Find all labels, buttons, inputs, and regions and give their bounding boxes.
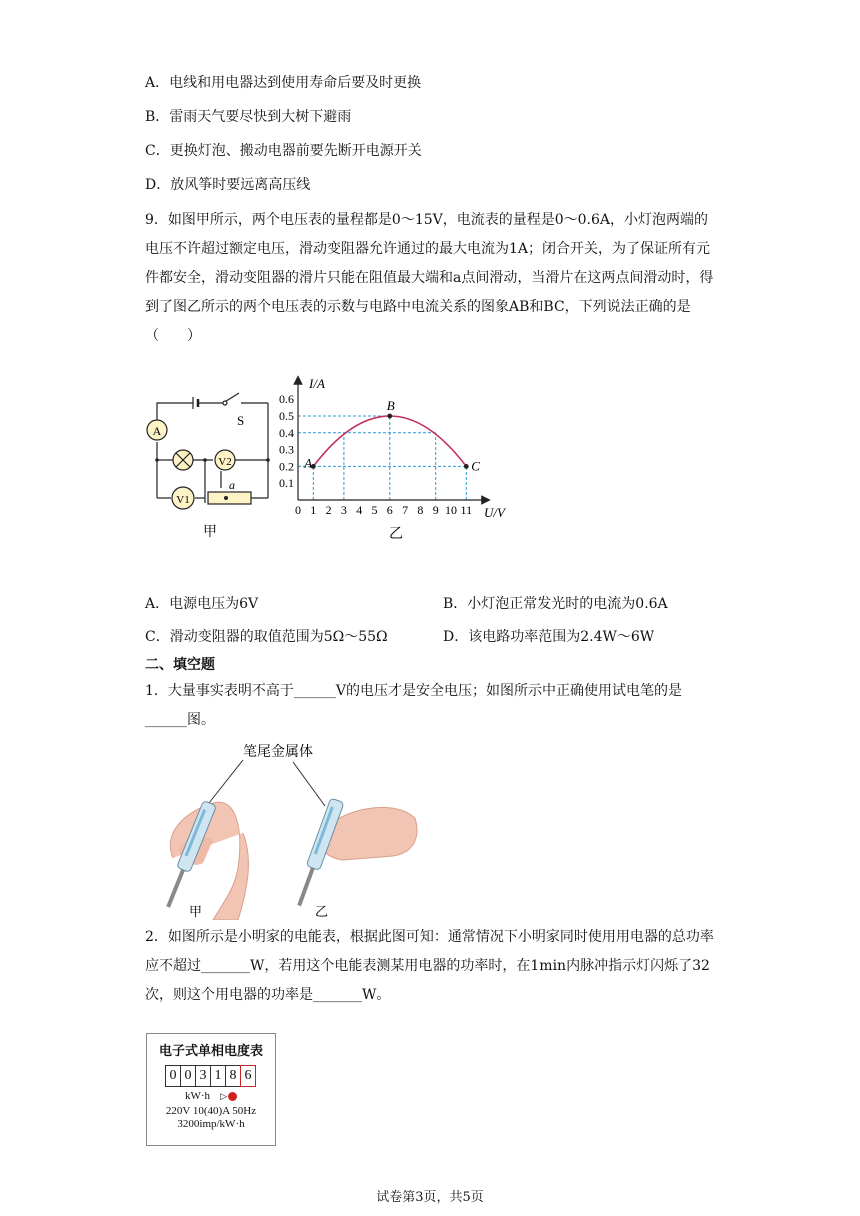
x-tick-label: 3: [340, 503, 347, 517]
q9-option-b: B．小灯泡正常发光时的电流为0.6A: [443, 596, 668, 612]
v1-label: V1: [176, 494, 190, 506]
point-label-C: C: [471, 458, 480, 474]
prev-option-a: A．电线和用电器达到使用寿命后要及时更换: [145, 75, 422, 91]
page-footer: 试卷第3页，共5页: [376, 1190, 484, 1205]
test-pen-illustration: [143, 738, 423, 920]
meter-unit: kW·h: [185, 1090, 211, 1102]
ammeter-label: A: [152, 424, 162, 438]
x-tick-label: 7: [402, 503, 409, 517]
y-tick-label: 0.3: [279, 442, 294, 457]
point-label-B: B: [386, 398, 395, 413]
meter-spec-1: 220V 10(40)A 50Hz: [165, 1105, 257, 1117]
x-tick-label: 2: [325, 503, 332, 517]
meter-digit: 1: [210, 1065, 226, 1087]
y-tick-label: 0.1: [279, 476, 294, 491]
circuit-diagram: [143, 385, 283, 540]
section-heading: 二、填空题: [145, 657, 215, 673]
meter-title: 电子式单相电度表: [158, 1044, 263, 1059]
meter-digit-decimal: 6: [240, 1065, 256, 1087]
point-B: [387, 414, 392, 419]
point-C: [464, 464, 469, 469]
x-tick-label: 0: [295, 503, 301, 517]
iu-graph: [268, 374, 518, 544]
x-tick-label: 11: [460, 503, 473, 517]
y-tick-label: 0.4: [279, 425, 294, 440]
fill-question-2-text: 2．如图所示是小明家的电能表，根据此图可知：通常情况下小明家同时使用用电器的总功率应不超过_______W，若用这个电能表测某用电器的功率时，在1min内脉冲指示灯闪烁了32次，则这个用电器的功率是_______W。: [145, 929, 714, 1003]
x-tick-label: 1: [310, 503, 317, 517]
graph-caption: 乙: [389, 527, 403, 542]
prev-option-c: C．更换灯泡、搬动电器前要先断开电源开关: [145, 143, 422, 159]
question-9-text: 9．如图甲所示，两个电压表的量程都是0～15V，电流表的量程是0～0.6A，小灯泡两端的电压不许超过额定电压，滑动变阻器允许通过的最大电流为1A；闭合开关，为了保证所有元件都安全，滑动变阻器的滑片只能在阻值最大端和a点间滑动，当滑片在这两点间滑动时，得到了图乙所示的两个电压表的示数与电路中电流关系的图象AB和BC，下列说法正确的是（ ）: [145, 212, 714, 344]
prev-option-b: B．雷雨天气要尽快到大树下避雨: [145, 109, 352, 125]
caption-jia: 甲: [189, 904, 203, 919]
x-tick-label: 9: [432, 503, 439, 517]
switch-label: S: [237, 413, 245, 428]
circuit-caption: 甲: [203, 525, 217, 540]
x-tick-label: 4: [356, 503, 363, 517]
v2-label: V2: [218, 456, 232, 468]
slider-label: a: [229, 478, 235, 492]
fill-question-1-text: 1．大量事实表明不高于______V的电压才是安全电压；如图所示中正确使用试电笔的是______图。: [145, 683, 683, 728]
meter-digit: 8: [225, 1065, 241, 1087]
q9-option-d: D．该电路功率范围为2.4W～6W: [443, 629, 655, 645]
prev-option-d: D．放风筝时要远离高压线: [145, 177, 311, 193]
x-tick-label: 8: [417, 503, 424, 517]
point-label-A: A: [304, 455, 313, 471]
x-tick-label: 5: [371, 503, 378, 517]
electricity-meter: [146, 1033, 276, 1146]
meter-digit: 0: [180, 1065, 196, 1087]
meter-digit: 3: [195, 1065, 211, 1087]
y-tick-label: 0.5: [279, 409, 294, 423]
q9-option-c: C．滑动变阻器的取值范围为5Ω～55Ω: [145, 629, 388, 645]
meter-spec-2: 3200imp/kW·h: [177, 1118, 245, 1130]
y-tick-label: 0.6: [279, 392, 294, 407]
q9-option-a: A．电源电压为6V: [145, 596, 259, 612]
meter-digits: [147, 1065, 275, 1087]
x-tick-label: 10: [445, 503, 457, 517]
caption-yi: 乙: [315, 904, 329, 919]
pulse-arrow-icon: ▷: [220, 1090, 227, 1101]
x-axis-label: U/V: [484, 505, 505, 520]
y-axis-label: I/A: [309, 376, 325, 391]
pen-tail-callout: 笔尾金属体: [243, 745, 313, 760]
pulse-indicator-icon: [228, 1092, 237, 1101]
meter-digit: 0: [165, 1065, 181, 1087]
x-tick-label: 6: [386, 503, 393, 517]
y-tick-label: 0.2: [279, 459, 294, 474]
